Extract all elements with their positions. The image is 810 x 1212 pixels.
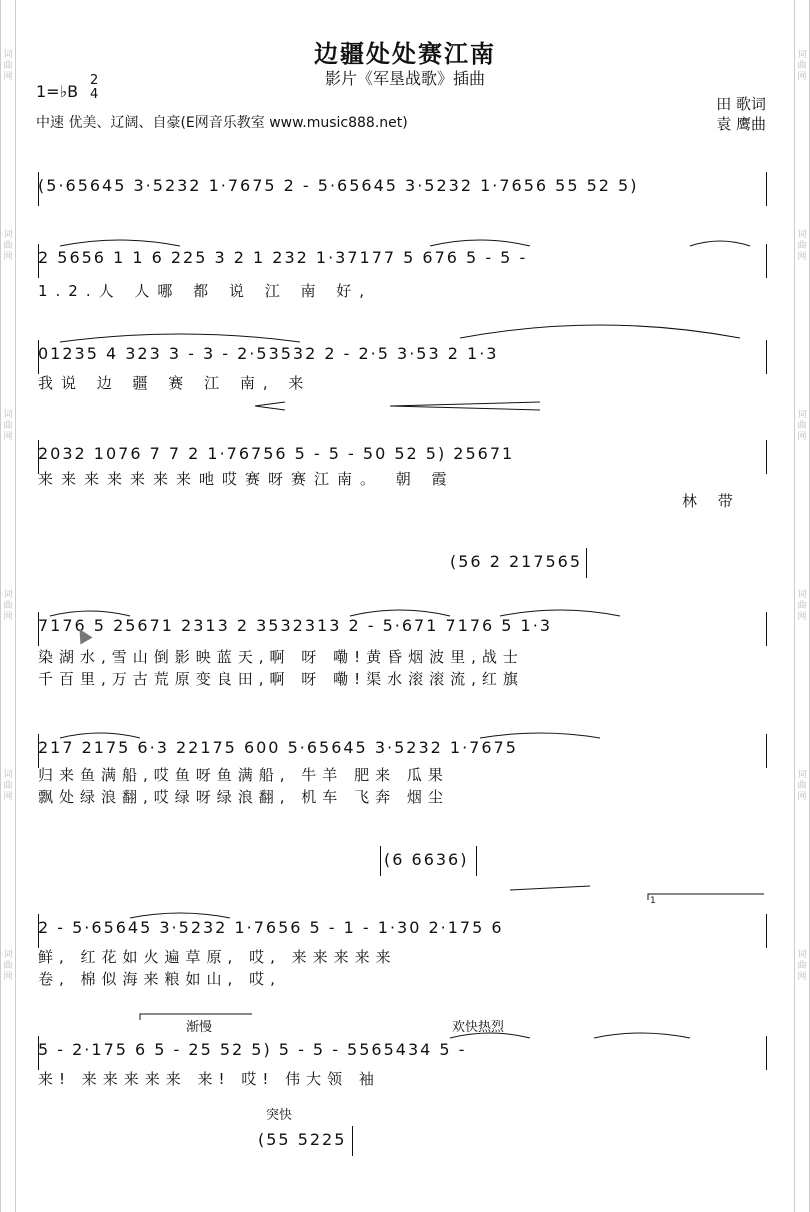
lyric-line: 染湖水,雪山倒影映蓝天,啊 呀 嘞!黄昏烟波里,战士	[38, 648, 524, 666]
composer: 袁 鹰曲	[716, 115, 766, 133]
lyric-line: 1.2.人 人哪 都 说 江 南 好,	[38, 282, 373, 300]
slur	[60, 240, 180, 246]
time-signature-top: 2	[90, 73, 99, 88]
tie-line	[510, 886, 590, 890]
notation-line: (6 6636)	[384, 850, 469, 869]
slur	[130, 913, 230, 918]
notation-line: (5·65645 3·5232 1·7675 2 - 5·65645 3·5232 1·7656 55 52 5)	[38, 176, 639, 195]
watermark-text: 词曲网	[797, 230, 807, 262]
song-subtitle: 影片《军垦战歌》插曲	[324, 69, 485, 88]
watermark-text: 词曲网	[3, 590, 13, 622]
slur	[60, 334, 300, 342]
notation-line: 01235 4 323 3 - 3 - 2·53532 2 - 2·5 3·53 2 1·3	[38, 344, 499, 363]
slur	[500, 610, 620, 616]
notation-line: 2032 1076 7 7 2 1·76756 5 - 5 - 50 52 5) 25671	[38, 444, 515, 463]
time-signature-bottom: 4	[90, 87, 99, 102]
lyric-line-second-verse: 卷, 棉似海来粮如山, 哎,	[38, 970, 281, 988]
slur	[430, 240, 530, 246]
watermark-text: 词曲网	[797, 410, 807, 442]
lyricist: 田 歌词	[716, 95, 766, 113]
slur	[50, 611, 130, 616]
lyric-line-second-verse: 林 带	[682, 492, 741, 510]
lyric-line-second-verse: 千百里,万古荒原变良田,啊 呀 嘞!渠水滚滚流,红旗	[38, 670, 524, 688]
notation-line: (56 2 217565	[450, 552, 583, 571]
notation-line: 5 - 2·175 6 5 - 25 52 5) 5 - 5 - 5565434 5 -	[38, 1040, 467, 1059]
tempo-annotation-gradually-slower: 渐慢	[186, 1020, 213, 1035]
notation-line: 2 - 5·65645 3·5232 1·7656 5 - 1 - 1·30 2·175 6	[38, 918, 504, 937]
tempo-annotation-sudden-fast: 突快	[266, 1108, 293, 1123]
slur	[350, 610, 450, 616]
watermark-text: 词曲网	[3, 50, 13, 82]
crescendo-hairpin	[255, 402, 285, 410]
slur	[60, 733, 140, 738]
lyric-line: 归来鱼满船,哎鱼呀鱼满船, 牛羊 肥来 瓜果	[38, 766, 449, 784]
watermark-text: 词曲网	[3, 230, 13, 262]
key-signature: 1=♭B	[36, 82, 79, 101]
watermark-text: 词曲网	[3, 410, 13, 442]
lyric-line: 来! 来来来来来 来! 哎! 伟大领 袖	[38, 1070, 380, 1088]
watermark-text: 词曲网	[797, 770, 807, 802]
lyric-line: 我说 边 疆 赛 江 南, 来	[38, 374, 312, 392]
lyric-line: 鲜, 红花如火遍草原, 哎, 来来来来来	[38, 948, 397, 966]
lyric-line-second-verse: 飘处绿浪翻,哎绿呀绿浪翻, 机车 飞奔 烟尘	[38, 788, 449, 806]
volta-bracket-first-ending	[648, 894, 764, 900]
watermark-text: 词曲网	[797, 590, 807, 622]
lyric-line: 来来来来来来来吔哎赛呀赛江南。 朝 霞	[38, 470, 455, 488]
slur	[480, 733, 600, 738]
volta-bracket-second-ending	[140, 1014, 252, 1020]
song-title: 边疆处处赛江南	[314, 40, 496, 68]
notation-line: 2 5656 1 1 6 225 3 2 1 232 1·37177 5 676 5 - 5 -	[38, 248, 528, 267]
volta-one-label: 1	[650, 896, 656, 906]
watermark-text: 词曲网	[797, 50, 807, 82]
notation-line: 217 2175 6·3 22175 600 5·65645 3·5232 1·7675	[38, 738, 518, 757]
watermark-text: 词曲网	[3, 770, 13, 802]
slur	[460, 325, 740, 338]
slur	[594, 1033, 690, 1038]
tempo-annotation-cheerful: 欢快热烈	[452, 1020, 505, 1035]
notation-line: 7176 5 25671 2313 2 3532313 2 - 5·671 7176 5 1·3	[38, 616, 552, 635]
watermark-text: 词曲网	[797, 950, 807, 982]
slur	[450, 1033, 530, 1038]
notation-line: (55 5225	[258, 1130, 347, 1149]
tempo-marking: 中速 优美、辽阔、自豪(E网音乐教室 www.music888.net)	[36, 115, 408, 131]
decrescendo-hairpin	[390, 402, 540, 410]
watermark-text: 词曲网	[3, 950, 13, 982]
slur	[690, 241, 750, 246]
